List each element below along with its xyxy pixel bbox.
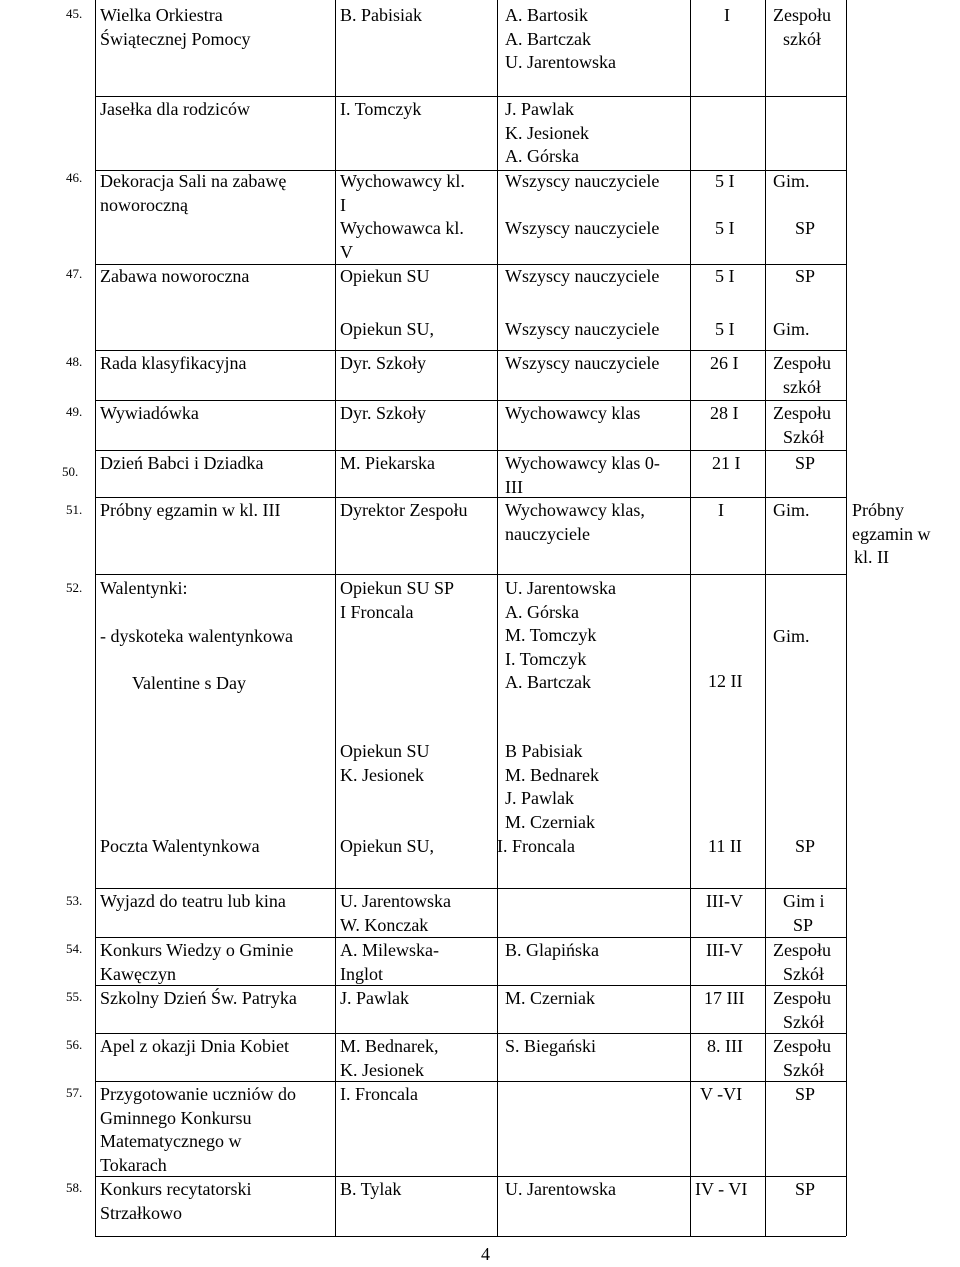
- event-cell: Szkolny Dzień Św. Patryka: [100, 988, 297, 1008]
- term-cell: 11 II: [708, 836, 742, 856]
- target-line: SP: [793, 914, 814, 935]
- term-cell: 5 I: [715, 171, 735, 191]
- organizer-cell: B. Pabisiak: [340, 5, 423, 25]
- target-line: Szkół: [783, 1059, 825, 1080]
- row-number: 53.: [66, 893, 83, 908]
- target-cell: [783, 890, 825, 937]
- event-cell: [100, 577, 293, 696]
- row-number: 54.: [66, 941, 83, 956]
- target-cell: SP: [795, 836, 816, 856]
- term-cell: III-V: [706, 891, 743, 911]
- helpers-cell: Wychowawcy klas: [505, 403, 641, 423]
- organizer-cell: Dyr. Szkoły: [340, 403, 427, 423]
- helpers-cell: S. Biegański: [505, 1036, 597, 1056]
- organizer-cell: [340, 890, 451, 937]
- term-cell: 5 I: [715, 319, 735, 339]
- row-number: 52.: [66, 580, 83, 595]
- helper-line: Wychowawcy klas,: [505, 500, 645, 520]
- target-line: Gim i: [783, 891, 825, 911]
- target-line: Zespołu: [773, 353, 831, 373]
- row-number: 45.: [66, 6, 83, 21]
- column-divider: [335, 0, 336, 1236]
- target-cell: Gim.: [773, 171, 810, 191]
- event-line: noworoczną: [100, 194, 188, 215]
- helpers-cell: Wszyscy nauczyciele: [505, 319, 660, 339]
- organizer-line: Opiekun SU SP: [340, 578, 455, 598]
- helpers-cell: Wszyscy nauczyciele: [505, 218, 660, 238]
- term-cell: 8. III: [707, 1036, 743, 1056]
- row-divider: [95, 888, 846, 889]
- organizer-line: V: [340, 241, 353, 262]
- target-cell: [773, 1035, 831, 1082]
- organizer-cell: Dyrektor Zespołu: [340, 500, 468, 520]
- organizer-cell: [340, 939, 439, 986]
- helper-line: A. Bartczak: [505, 672, 591, 692]
- row-number: 56.: [66, 1037, 83, 1052]
- helpers-cell: M. Czerniak: [505, 988, 595, 1008]
- helper-line: A. Górska: [505, 146, 579, 166]
- helpers-cell: [505, 577, 616, 695]
- term-cell: 5 I: [715, 266, 735, 286]
- row-divider: [95, 1081, 846, 1082]
- row-number: 58.: [66, 1180, 83, 1195]
- row-number: 51.: [66, 502, 83, 517]
- target-line: Zespołu: [773, 1036, 831, 1056]
- organizer-line: K. Jesionek: [340, 1059, 424, 1080]
- event-line: Tokarach: [100, 1154, 167, 1175]
- column-divider: [765, 0, 766, 1236]
- organizer-line: W. Konczak: [340, 914, 429, 935]
- event-line: Matematycznego w: [100, 1131, 242, 1151]
- event-cell: Próbny egzamin w kl. III: [100, 500, 281, 520]
- helpers-cell: I. Froncala: [497, 836, 575, 856]
- organizer-line: Wychowawcy kl.: [340, 171, 465, 191]
- organizer-cell: I. Tomczyk: [340, 99, 422, 119]
- note-line: egzamin w: [852, 523, 931, 544]
- organizer-cell: M. Piekarska: [340, 453, 435, 473]
- target-cell: Gim.: [773, 626, 810, 646]
- target-line: Zespołu: [773, 940, 831, 960]
- helpers-cell: [505, 4, 616, 75]
- note-line: Próbny: [852, 500, 905, 520]
- helpers-cell: [505, 452, 660, 499]
- target-cell: [773, 352, 831, 399]
- target-cell: SP: [795, 453, 816, 473]
- event-line: Strzałkowo: [100, 1202, 182, 1223]
- event-cell: Rada klasyfikacyjna: [100, 353, 247, 373]
- page-number: 4: [481, 1244, 490, 1264]
- organizer-line: A. Milewska-: [340, 940, 439, 960]
- term-cell: 17 III: [704, 988, 745, 1008]
- row-number: 48.: [66, 354, 83, 369]
- organizer-cell: I. Froncala: [340, 1084, 418, 1104]
- target-cell: SP: [795, 266, 816, 286]
- event-line: Valentine s Day: [132, 673, 246, 693]
- target-cell: Gim.: [773, 319, 810, 339]
- target-line: Zespołu: [773, 988, 831, 1008]
- event-line: Przygotowanie uczniów do: [100, 1084, 296, 1104]
- row-number: 46.: [66, 170, 83, 185]
- term-cell: V -VI: [700, 1084, 743, 1104]
- event-line: Kawęczyn: [100, 963, 176, 984]
- organizer-cell: [340, 217, 464, 264]
- event-cell: Wywiadówka: [100, 403, 199, 423]
- row-number: 50.: [62, 464, 79, 479]
- helpers-cell: Wszyscy nauczyciele: [505, 266, 660, 286]
- organizer-cell: [340, 170, 465, 217]
- row-number: 57.: [66, 1085, 83, 1100]
- target-line: szkół: [783, 376, 821, 397]
- event-cell: Poczta Walentynkowa: [100, 836, 260, 856]
- event-line: - dyskoteka walentynkowa: [100, 625, 293, 646]
- event-cell: [100, 1178, 251, 1225]
- event-cell: [100, 939, 293, 986]
- helper-line: nauczyciele: [505, 523, 590, 544]
- term-cell: 12 II: [708, 671, 743, 691]
- helper-line: J. Pawlak: [505, 99, 574, 119]
- term-cell: I: [724, 5, 730, 25]
- row-divider: [95, 400, 846, 401]
- note-line: kl. II: [854, 547, 889, 567]
- table-bottom-border: [95, 1236, 846, 1237]
- note-cell: [852, 499, 930, 570]
- column-divider: [95, 0, 96, 1236]
- helper-line: III: [505, 476, 523, 497]
- event-cell: Zabawa noworoczna: [100, 266, 250, 286]
- organizer-cell: B. Tylak: [340, 1179, 402, 1199]
- organizer-cell: Opiekun SU: [340, 266, 430, 286]
- target-line: Szkół: [783, 426, 825, 447]
- term-cell: 5 I: [715, 218, 735, 238]
- event-cell: Apel z okazji Dnia Kobiet: [100, 1036, 289, 1056]
- term-cell: IV - VI: [695, 1179, 748, 1199]
- row-number: 49.: [66, 404, 83, 419]
- helper-line: U. Jarentowska: [505, 52, 616, 72]
- term-cell: I: [718, 500, 724, 520]
- target-cell: [773, 4, 831, 51]
- event-line: Gminnego Konkursu: [100, 1107, 252, 1128]
- helper-line: A. Bartosik: [505, 5, 588, 25]
- organizer-line: K. Jesionek: [340, 764, 424, 785]
- row-divider: [95, 350, 846, 351]
- event-cell: Jasełka dla rodziców: [100, 99, 250, 119]
- column-divider: [497, 0, 498, 1236]
- helper-line: M. Bednarek: [505, 764, 599, 785]
- helper-line: I. Tomczyk: [505, 648, 587, 669]
- row-number: 47.: [66, 266, 83, 281]
- organizer-cell: [340, 740, 430, 787]
- helper-line: Wychowawcy klas 0-: [505, 453, 660, 473]
- target-line: szkół: [783, 28, 821, 49]
- event-cell: [100, 1083, 296, 1177]
- organizer-cell: [340, 577, 454, 624]
- row-divider: [95, 1033, 846, 1034]
- event-cell: [100, 170, 286, 217]
- event-line: Konkurs recytatorski: [100, 1179, 252, 1199]
- helpers-cell: Wszyscy nauczyciele: [505, 171, 660, 191]
- event-line: Konkurs Wiedzy o Gminie: [100, 940, 294, 960]
- organizer-line: I: [340, 194, 346, 215]
- row-divider: [95, 574, 846, 575]
- target-cell: SP: [795, 218, 816, 238]
- event-line: Świątecznej Pomocy: [100, 28, 251, 49]
- helpers-cell: [505, 499, 645, 546]
- event-line: Dekoracja Sali na zabawę: [100, 171, 287, 191]
- event-cell: [100, 4, 250, 51]
- organizer-line: Wychowawca kl.: [340, 218, 464, 238]
- helper-line: M. Czerniak: [505, 811, 595, 832]
- term-cell: 21 I: [712, 453, 741, 473]
- term-cell: 28 I: [710, 403, 739, 423]
- target-cell: [773, 402, 831, 449]
- organizer-cell: Opiekun SU,: [340, 319, 434, 339]
- target-line: Zespołu: [773, 403, 831, 423]
- helper-line: J. Pawlak: [505, 788, 574, 808]
- event-line: Wielka Orkiestra: [100, 5, 223, 25]
- organizer-line: Inglot: [340, 963, 383, 984]
- row-divider: [95, 96, 846, 97]
- column-divider: [690, 0, 691, 1236]
- helpers-cell: Wszyscy nauczyciele: [505, 353, 660, 373]
- helpers-cell: U. Jarentowska: [505, 1179, 616, 1199]
- target-line: Zespołu: [773, 5, 831, 25]
- row-divider: [95, 450, 846, 451]
- helper-line: K. Jesionek: [505, 122, 589, 143]
- target-cell: SP: [795, 1084, 816, 1104]
- column-divider: [846, 0, 847, 1236]
- event-cell: Dzień Babci i Dziadka: [100, 453, 264, 473]
- organizer-cell: Opiekun SU,: [340, 836, 434, 856]
- helper-line: M. Tomczyk: [505, 625, 597, 645]
- helper-line: U. Jarentowska: [505, 578, 616, 598]
- organizer-cell: J. Pawlak: [340, 988, 409, 1008]
- organizer-line: I Froncala: [340, 601, 414, 622]
- helpers-cell: [505, 740, 599, 834]
- organizer-line: U. Jarentowska: [340, 891, 451, 911]
- event-line: Walentynki:: [100, 578, 188, 598]
- target-cell: SP: [795, 1179, 816, 1199]
- organizer-cell: Dyr. Szkoły: [340, 353, 427, 373]
- target-cell: [773, 987, 831, 1034]
- target-cell: Gim.: [773, 500, 810, 520]
- target-line: Szkół: [783, 963, 825, 984]
- helper-line: A. Górska: [505, 601, 579, 622]
- helper-line: B Pabisiak: [505, 741, 583, 761]
- helpers-cell: B. Glapińska: [505, 940, 599, 960]
- helper-line: A. Bartczak: [505, 28, 591, 49]
- term-cell: 26 I: [710, 353, 739, 373]
- event-cell: Wyjazd do teatru lub kina: [100, 891, 286, 911]
- helpers-cell: [505, 98, 589, 169]
- organizer-cell: [340, 1035, 438, 1082]
- organizer-line: M. Bednarek,: [340, 1036, 439, 1056]
- row-number: 55.: [66, 989, 83, 1004]
- row-divider: [95, 937, 846, 938]
- target-cell: [773, 939, 831, 986]
- term-cell: III-V: [706, 940, 743, 960]
- row-divider: [95, 497, 846, 498]
- target-line: Szkół: [783, 1011, 825, 1032]
- organizer-line: Opiekun SU: [340, 741, 430, 761]
